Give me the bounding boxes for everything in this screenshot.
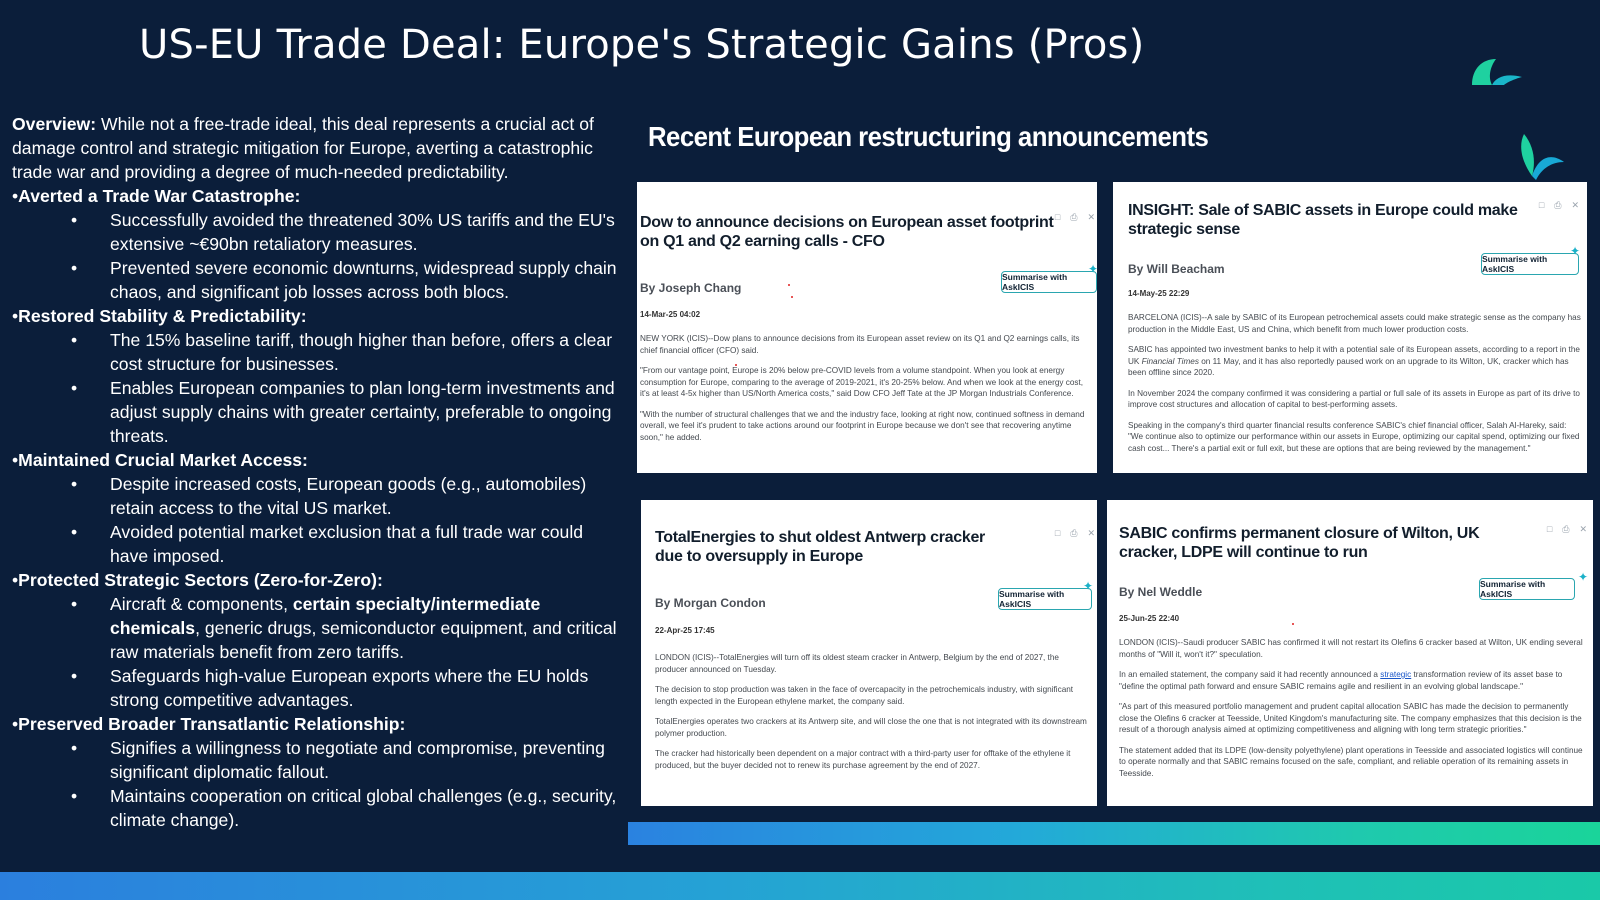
news-card-totalenergies (641, 500, 1097, 806)
point-heading (12, 568, 617, 592)
accent-bar (628, 822, 1600, 845)
sub-bullet-marker: • (71, 522, 78, 542)
news-card-sabic-insight (1113, 182, 1587, 473)
sub-bullet (12, 784, 617, 832)
card-paragraph: TotalEnergies operates two crackers at its Antwerp site, and will close the one that is not integrated with its downstream polymer production. (655, 717, 1087, 738)
bookmark-icon[interactable]: □ (1546, 524, 1553, 534)
bullet-marker: • (12, 450, 19, 470)
sub-bullet-marker: • (71, 330, 78, 350)
point-heading (12, 184, 617, 208)
sparkle-icon: ✦ (1570, 244, 1581, 258)
sub-bullet (12, 208, 617, 256)
point-heading-text: Averted a Trade War Catastrophe: (18, 186, 301, 206)
sub-bullet (12, 472, 617, 520)
card-date: 25-Jun-25 22:40 (1119, 614, 1180, 623)
card-paragraph: "With the number of structural challenges that we and the industry face, looking at right now, continued softness in demand overall, we feel it's prudent to take actions around our footprint in Europe because we don't see that recovering anytime soon," he added. (640, 409, 1085, 442)
sparkle-icon: ✦ (1088, 262, 1099, 276)
card-text: on 11 May, and it has also reportedly paused work on an upgrade to its Wilton, UK, cracker which has been offline since 2020. (1128, 356, 1569, 377)
pros-text-block (12, 112, 617, 832)
red-dot-mark (791, 296, 793, 298)
card-paragraph: LONDON (ICIS)--Saudi producer SABIC has confirmed it will not restart its Olefins 6 cracker based at Wilton, UK ending several months of "Will it, won't it?" speculation. (1119, 638, 1583, 659)
news-card-sabic-wilton (1107, 500, 1593, 806)
card-title[interactable]: TotalEnergies to shut oldest Antwerp cracker due to oversupply in Europe (655, 529, 985, 565)
card-paragraph (1119, 669, 1587, 692)
sparkle-icon: ✦ (1578, 570, 1589, 584)
card-date: 14-Mar-25 04:02 (640, 310, 701, 319)
close-icon[interactable]: ✕ (1087, 528, 1095, 538)
summarise-button[interactable]: Summarise with AskICIS (998, 588, 1092, 610)
summarise-button[interactable]: Summarise with AskICIS (1479, 578, 1575, 600)
sub-bullet-marker: • (71, 786, 78, 806)
sub-bullet-text: Despite increased costs, European goods (e.g., automobiles) retain access to the vital US market. (110, 474, 587, 518)
card-toolbar (1055, 528, 1095, 539)
point-heading-text: Maintained Crucial Market Access: (18, 450, 308, 470)
card-author: By Will Beacham (1128, 262, 1225, 276)
bullet-marker: • (12, 306, 19, 326)
card-paragraph: LONDON (ICIS)--TotalEnergies will turn off its oldest steam cracker in Antwerp, Belgium by the end of 2027, the producer announced on Tuesday. (655, 653, 1059, 674)
card-toolbar (1539, 200, 1579, 211)
card-paragraph: The statement added that its LDPE (low-density polyethylene) plant operations in Teesside and associated logistics will continue to operate normally and that SABIC remains focused on the safe, compliant, and reliable operation of its remaining assets in Teesside. (1119, 745, 1583, 778)
card-toolbar (1547, 524, 1587, 535)
logo-icon (1516, 132, 1566, 182)
overview-text: While not a free-trade ideal, this deal represents a crucial act of damage control and strategic mitigation for Europe, averting a catastrophic trade war and providing a degree of much-needed predictability. (12, 114, 594, 182)
bookmark-icon[interactable]: □ (1538, 200, 1545, 210)
point-heading (12, 448, 617, 472)
footer-gradient-bar (0, 872, 1600, 900)
sub-bullet-marker: • (71, 258, 78, 278)
sub-bullet-text: Successfully avoided the threatened 30% US tariffs and the EU's extensive ~€90bn retaliatory measures. (110, 210, 615, 254)
sub-bullet-marker: • (71, 378, 78, 398)
news-card-dow (637, 182, 1097, 473)
bookmark-icon[interactable]: □ (1054, 212, 1061, 222)
summarise-button[interactable]: Summarise with AskICIS (1001, 271, 1097, 293)
sub-bullet-marker: • (71, 738, 78, 758)
card-paragraph: "From our vantage point, Europe is 20% below pre-COVID levels from a volume standpoint. When you look at energy consumption for Europe, comparing to the average of 2019-2021, it's 20-25% below. And when we look at the energy cost, it's at least 4-5x higher than US/North America costs," said Dow CFO Jeff Tate at the JP Morgan Industrials Conference. (640, 366, 1084, 398)
point-heading-text: Protected Strategic Sectors (Zero-for-Zero): (18, 570, 383, 590)
sub-bullet-marker: • (71, 210, 78, 230)
print-icon[interactable]: ⎙ (1554, 200, 1562, 210)
card-body (1128, 312, 1583, 463)
red-dot-mark (788, 284, 790, 286)
card-paragraph: The cracker had historically been dependent on a major contract with a third-party user for offtake of the ethylene it produced, but the buyer decided not to renew its purchase agreement by the end of 2027. (655, 749, 1071, 770)
sub-bullet-list (12, 592, 617, 712)
sub-bullet (12, 256, 617, 304)
card-text: transformation review of its asset base to "define the optimal path forward and ensure SABIC remains agile and resilient in an evolving global landscape." (1119, 670, 1563, 691)
card-paragraph: BARCELONA (ICIS)--A sale by SABIC of its European petrochemical assets could make strategic sense as the company has production in the Middle East, US and China, which benefit from much lower production costs. (1128, 313, 1581, 334)
sub-bullet-marker: • (71, 666, 78, 686)
sub-bullet-text: Maintains cooperation on critical global challenges (e.g., security, climate change). (110, 786, 617, 830)
sub-bullet (12, 664, 617, 712)
point-heading (12, 304, 617, 328)
print-icon[interactable]: ⎙ (1070, 212, 1078, 222)
sub-bullet-text: Avoided potential market exclusion that a full trade war could have imposed. (110, 522, 584, 566)
card-paragraph: In November 2024 the company confirmed it was considering a partial or full sale of its assets in Europe as part of its drive to improve cost structures and allocation of capital to best-performing assets. (1128, 388, 1580, 409)
point-heading (12, 712, 617, 736)
bullet-marker: • (12, 186, 19, 206)
close-icon[interactable]: ✕ (1579, 524, 1587, 534)
section-title: Recent European restructuring announcements (648, 121, 1209, 152)
sub-bullet (12, 592, 617, 664)
card-paragraph: "As part of this measured portfolio management and prudent capital allocation SABIC has made the decision to permanently close the Olefins 6 cracker at Teesside, United Kingdom's manufacturing site. The company emphasizes that this decision is the result of a thorough analysis aimed at optimizing competitiveness and aligning with long term strategic priorities." (1119, 702, 1582, 734)
sub-bullet-text: Aircraft & components, (110, 594, 293, 614)
sub-bullet-emphasis: certain specialty/intermediate chemicals (110, 594, 541, 638)
sub-bullet-list (12, 472, 617, 568)
card-body (640, 333, 1095, 452)
bullet-marker: • (12, 714, 19, 734)
card-paragraph (1128, 344, 1583, 379)
overview-paragraph (12, 112, 617, 184)
sub-bullet-text: The 15% baseline tariff, though higher than before, offers a clear cost structure for businesses. (110, 330, 613, 374)
card-body (655, 652, 1089, 780)
strategic-link[interactable]: strategic (1380, 670, 1412, 679)
card-text: In an emailed statement, the company said it had recently announced a (1119, 670, 1381, 679)
card-toolbar (1055, 212, 1095, 223)
card-date: 22-Apr-25 17:45 (655, 626, 715, 635)
sub-bullet-list (12, 328, 617, 448)
card-body (1119, 637, 1587, 788)
card-title[interactable]: Dow to announce decisions on European asset footprint on Q1 and Q2 earning calls - CFO (640, 214, 1054, 250)
point-heading-text: Preserved Broader Transatlantic Relationship: (18, 714, 406, 734)
close-icon[interactable]: ✕ (1571, 200, 1579, 210)
sub-bullet-text: Enables European companies to plan long-term investments and adjust supply chains with greater certainty, preferable to ongoing threats. (110, 378, 615, 446)
card-title[interactable]: INSIGHT: Sale of SABIC assets in Europe could make strategic sense (1128, 202, 1518, 238)
overview-label: Overview: (12, 114, 97, 134)
card-date: 14-May-25 22:29 (1128, 289, 1190, 298)
sub-bullet-text: , generic drugs, semiconductor equipment, and critical raw materials benefit from zero tariffs. (110, 618, 617, 662)
sub-bullet (12, 736, 617, 784)
bullet-marker: • (12, 570, 19, 590)
print-icon[interactable]: ⎙ (1070, 528, 1078, 538)
sub-bullet-marker: • (71, 594, 78, 614)
card-author: By Joseph Chang (640, 281, 742, 295)
sub-bullet (12, 328, 617, 376)
sub-bullet-list (12, 736, 617, 832)
sub-bullet (12, 376, 617, 448)
sub-bullet-text: Safeguards high-value European exports where the EU holds strong competitive advantages. (110, 666, 589, 710)
sub-bullet-text: Signifies a willingness to negotiate and compromise, preventing significant diplomatic fallout. (110, 738, 605, 782)
card-title[interactable]: SABIC confirms permanent closure of Wilton, UK cracker, LDPE will continue to run (1119, 525, 1480, 561)
sub-bullet-text: Prevented severe economic downturns, widespread supply chain chaos, and significant job losses across both blocs. (110, 258, 617, 302)
card-text-italic: Financial Times (1141, 356, 1199, 366)
logo-icon (1466, 55, 1526, 87)
card-author: By Morgan Condon (655, 596, 766, 610)
sub-bullet (12, 520, 617, 568)
sub-bullet-marker: • (71, 474, 78, 494)
close-icon[interactable]: ✕ (1087, 212, 1095, 222)
point-heading-text: Restored Stability & Predictability: (18, 306, 307, 326)
card-author: By Nel Weddle (1119, 585, 1203, 599)
card-text: SABIC has appointed two investment banks to help it with a potential sale of its European assets, according to a report in the UK (1128, 345, 1580, 366)
card-paragraph: NEW YORK (ICIS)--Dow plans to announce decisions from its European asset review on its Q1 and Q2 earnings calls, its chief financial officer (CFO) said. (640, 334, 1080, 355)
sparkle-icon: ✦ (1083, 579, 1094, 593)
print-icon[interactable]: ⎙ (1562, 524, 1570, 534)
card-paragraph: The decision to stop production was taken in the face of overcapacity in the petrochemicals industry, with significant length expected in the European ethylene market, the company said. (655, 685, 1074, 706)
card-paragraph: Speaking in the company's third quarter financial results conference SABIC's chief financial officer, Salah Al-Hareky, said: "We continue also to optimize our performance within our assets in Europe, optimizing our capital spend, optimizing our fixed cash cost... There's a partial exit or full exit, but these are options that are being reviewed by the management." (1128, 420, 1580, 453)
summarise-button[interactable]: Summarise with AskICIS (1481, 253, 1579, 275)
red-dot-mark (1292, 623, 1294, 625)
bookmark-icon[interactable]: □ (1054, 528, 1061, 538)
sub-bullet-list (12, 208, 617, 304)
slide-title: US-EU Trade Deal: Europe's Strategic Gains (Pros) (139, 22, 1145, 68)
